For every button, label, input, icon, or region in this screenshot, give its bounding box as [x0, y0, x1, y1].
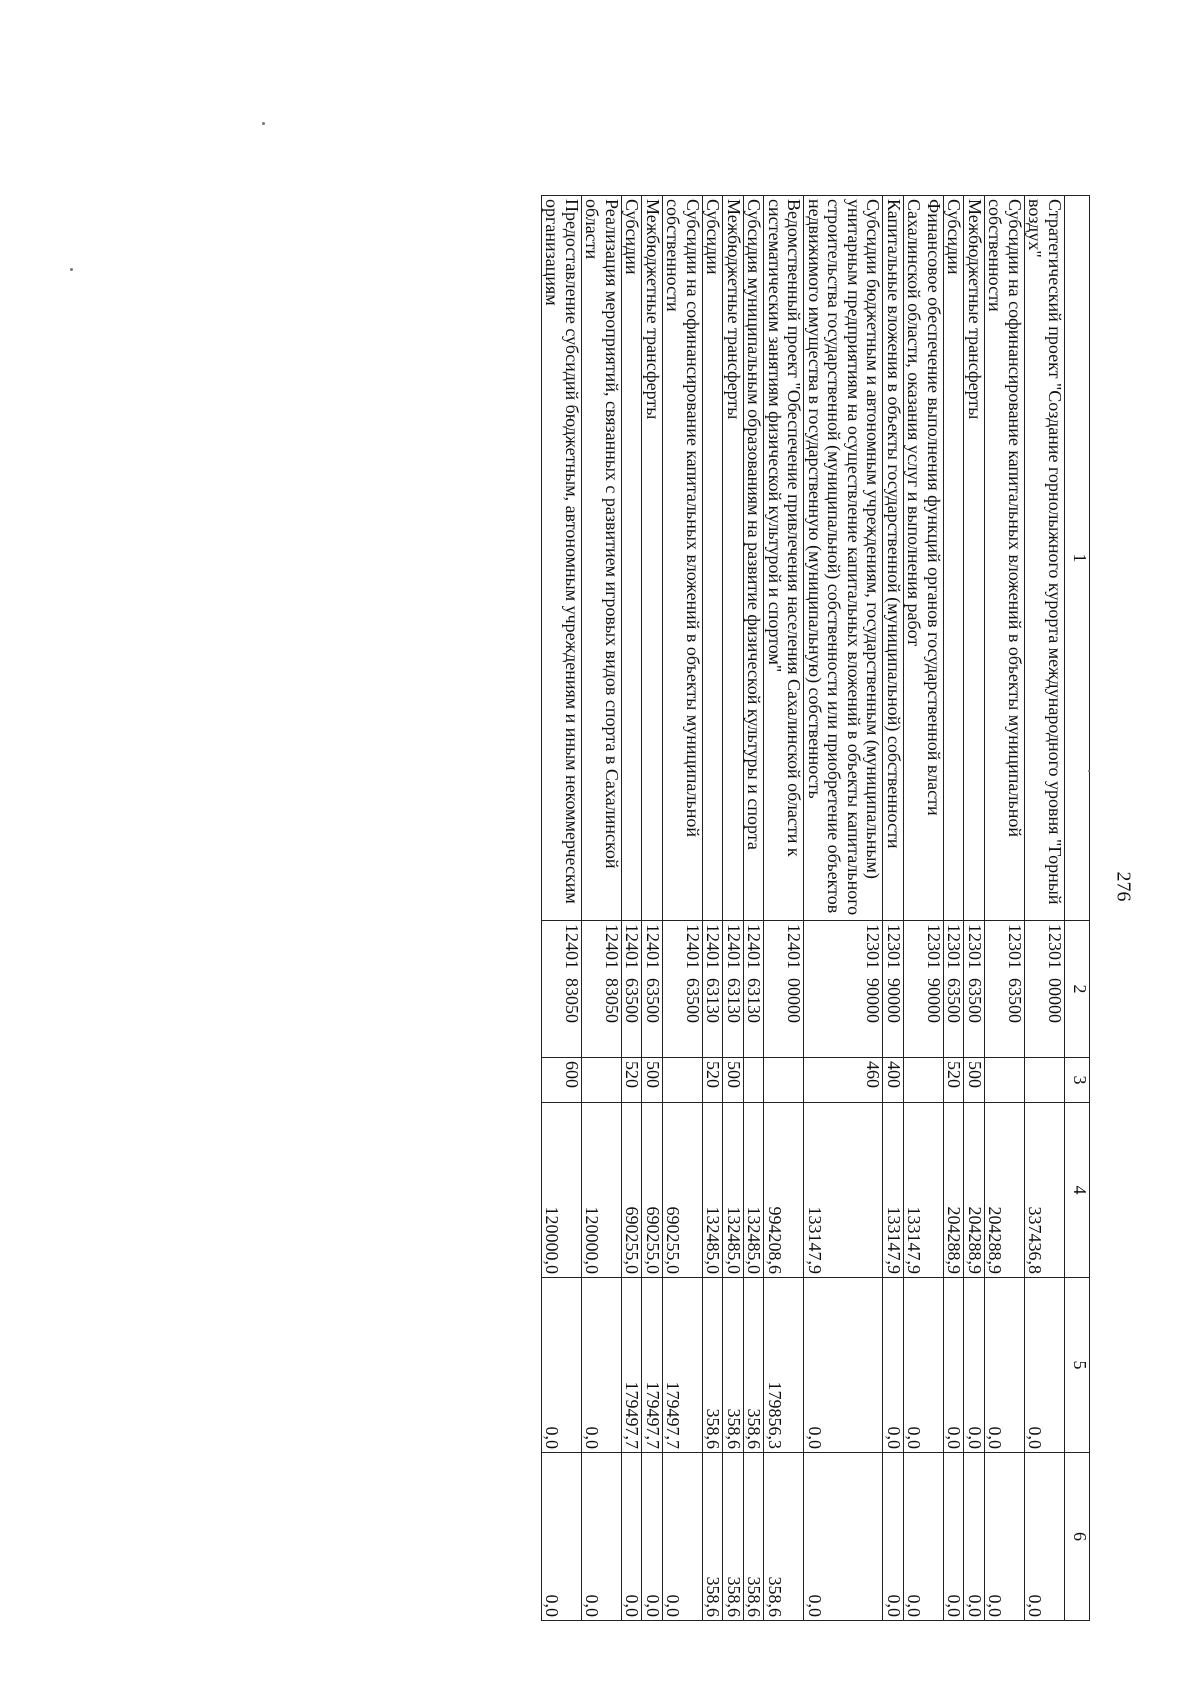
row-value-col4: 690255,0	[622, 1103, 643, 1278]
row-code: 12301 90000	[904, 921, 944, 1058]
table-row	[985, 196, 1025, 1621]
row-expense-type: 600	[542, 1058, 582, 1103]
row-value-col6: 358,6	[703, 1453, 724, 1621]
table-row	[804, 196, 883, 1621]
row-value-col6: 0,0	[883, 1453, 904, 1621]
row-value-col4: 690255,0	[642, 1103, 663, 1278]
header-col-4: 4	[1065, 1103, 1090, 1278]
row-name: Субсидии	[703, 196, 724, 921]
row-code: 12401 63130	[744, 921, 765, 1058]
scan-speck	[70, 268, 73, 271]
row-value-col6: 358,6	[723, 1453, 744, 1621]
row-value-col6: 0,0	[582, 1453, 622, 1621]
row-code: 12301 63500	[985, 921, 1025, 1058]
row-code: 12401 63500	[663, 921, 703, 1058]
row-value-col4: 690255,0	[663, 1103, 703, 1278]
row-expense-type	[985, 1058, 1025, 1103]
row-value-col5: 0,0	[904, 1278, 944, 1453]
row-value-col4: 133147,9	[883, 1103, 904, 1278]
row-value-col6: 0,0	[804, 1453, 883, 1621]
row-value-col6: 0,0	[1025, 1453, 1065, 1621]
row-name: Реализация мероприятий, связанных с развитием игровых видов спорта в Сахалинской области	[582, 196, 622, 921]
row-value-col6: 0,0	[642, 1453, 663, 1621]
row-expense-type: 500	[723, 1058, 744, 1103]
budget-table	[541, 195, 1090, 1621]
table-row	[723, 196, 744, 1621]
table-row	[944, 196, 965, 1621]
table-row	[964, 196, 985, 1621]
row-expense-type: 520	[622, 1058, 643, 1103]
row-expense-type: 520	[944, 1058, 965, 1103]
row-value-col5: 0,0	[883, 1278, 904, 1453]
row-value-col4: 120000,0	[542, 1103, 582, 1278]
row-expense-type	[744, 1058, 765, 1103]
row-value-col4: 132485,0	[744, 1103, 765, 1278]
header-row	[1065, 196, 1090, 1621]
row-code: 12301 00000	[1025, 921, 1065, 1058]
row-value-col5: 0,0	[542, 1278, 582, 1453]
table-row	[1025, 196, 1065, 1621]
header-col-2: 2	[1065, 921, 1090, 1058]
row-expense-type: 500	[964, 1058, 985, 1103]
row-value-col5: 0,0	[985, 1278, 1025, 1453]
row-expense-type: 520	[703, 1058, 724, 1103]
row-name: Субсидия муниципальным образованиям на развитие физической культуры и спорта	[744, 196, 765, 921]
row-value-col6: 0,0	[944, 1453, 965, 1621]
header-col-6: 6	[1065, 1453, 1090, 1621]
row-name: Субсидии	[944, 196, 965, 921]
row-name: Капитальные вложения в объекты государственной (муниципальной) собственности	[883, 196, 904, 921]
row-value-col6: 0,0	[904, 1453, 944, 1621]
row-code: 12401 63500	[622, 921, 643, 1058]
row-value-col5: 0,0	[582, 1278, 622, 1453]
row-code: 12301 90000	[883, 921, 904, 1058]
table-row	[663, 196, 703, 1621]
table-row	[744, 196, 765, 1621]
row-name: Финансовое обеспечение выполнения функций органов государственной власти Сахалинской области, оказания услуг и выполнения работ	[904, 196, 944, 921]
scan-speck	[1088, 770, 1090, 772]
row-name: Субсидии на софинансирование капитальных вложений в объекты муниципальной собственности	[663, 196, 703, 921]
row-value-col5: 0,0	[1025, 1278, 1065, 1453]
row-code: 12301 63500	[944, 921, 965, 1058]
row-expense-type	[764, 1058, 804, 1103]
row-value-col5: 358,6	[723, 1278, 744, 1453]
row-value-col4: 120000,0	[582, 1103, 622, 1278]
header-col-3: 3	[1065, 1058, 1090, 1103]
row-value-col5: 0,0	[804, 1278, 883, 1453]
row-code: 12401 83050	[542, 921, 582, 1058]
row-value-col6: 0,0	[964, 1453, 985, 1621]
row-value-col6: 358,6	[744, 1453, 765, 1621]
row-value-col4: 994208,6	[764, 1103, 804, 1278]
table-row	[703, 196, 724, 1621]
row-value-col5: 179497,7	[642, 1278, 663, 1453]
row-value-col6: 0,0	[985, 1453, 1025, 1621]
row-value-col4: 132485,0	[703, 1103, 724, 1278]
row-code: 12401 83050	[582, 921, 622, 1058]
table-row	[642, 196, 663, 1621]
row-name: Ведомственный проект "Обеспечение привлечения населения Сахалинской области к систематическим занятиям физической культурой и спортом"	[764, 196, 804, 921]
row-name: Предоставление субсидий бюджетным, автономным учреждениям и иным некоммерческим организациям	[542, 196, 582, 921]
table-row	[764, 196, 804, 1621]
row-code: 12401 00000	[764, 921, 804, 1058]
header-col-1: 1	[1065, 196, 1090, 921]
row-expense-type: 500	[642, 1058, 663, 1103]
row-code: 12401 63500	[642, 921, 663, 1058]
row-value-col6: 0,0	[542, 1453, 582, 1621]
row-code: 12301 63500	[964, 921, 985, 1058]
row-value-col5: 179856,3	[764, 1278, 804, 1453]
row-value-col5: 358,6	[703, 1278, 724, 1453]
table-row	[542, 196, 582, 1621]
row-name: Межбюджетные трансферты	[964, 196, 985, 921]
row-code: 12401 63130	[703, 921, 724, 1058]
row-expense-type: 460	[804, 1058, 883, 1103]
row-value-col5: 0,0	[944, 1278, 965, 1453]
row-value-col5: 358,6	[744, 1278, 765, 1453]
row-code: 12401 63130	[723, 921, 744, 1058]
row-value-col6: 0,0	[622, 1453, 643, 1621]
row-value-col6: 0,0	[663, 1453, 703, 1621]
row-name: Межбюджетные трансферты	[642, 196, 663, 921]
table-row	[904, 196, 944, 1621]
row-name: Субсидии бюджетным и автономным учреждениям, государственным (муниципальным) унитарным предприятиям на осуществление капитальных вложений в объекты капитального строительства государственной (муниципальной) собственности или приобретение объектов недвижимого имущества в государственную (муниципальную) собственность	[804, 196, 883, 921]
row-value-col4: 204288,9	[985, 1103, 1025, 1278]
row-value-col4: 204288,9	[964, 1103, 985, 1278]
scan-speck	[262, 122, 265, 125]
row-name: Субсидии на софинансирование капитальных вложений в объекты муниципальной собственности	[985, 196, 1025, 921]
row-name: Стратегический проект "Создание горнолыжного курорта международного уровня "Горный воздух"	[1025, 196, 1065, 921]
table-row	[883, 196, 904, 1621]
row-value-col4: 204288,9	[944, 1103, 965, 1278]
page-number: 276	[1112, 871, 1135, 902]
table-row	[582, 196, 622, 1621]
row-code: 12301 90000	[804, 921, 883, 1058]
row-expense-type: 400	[883, 1058, 904, 1103]
row-value-col5: 179497,7	[663, 1278, 703, 1453]
row-expense-type	[904, 1058, 944, 1103]
row-value-col4: 133147,9	[904, 1103, 944, 1278]
row-expense-type	[582, 1058, 622, 1103]
row-value-col5: 179497,7	[622, 1278, 643, 1453]
row-value-col5: 0,0	[964, 1278, 985, 1453]
rotated-page-content	[125, 195, 1090, 1620]
row-value-col6: 358,6	[764, 1453, 804, 1621]
row-name: Субсидии	[622, 196, 643, 921]
row-value-col4: 337436,8	[1025, 1103, 1065, 1278]
row-expense-type	[663, 1058, 703, 1103]
table-row	[622, 196, 643, 1621]
row-value-col4: 133147,9	[804, 1103, 883, 1278]
row-expense-type	[1025, 1058, 1065, 1103]
row-value-col4: 132485,0	[723, 1103, 744, 1278]
row-name: Межбюджетные трансферты	[723, 196, 744, 921]
header-col-5: 5	[1065, 1278, 1090, 1453]
